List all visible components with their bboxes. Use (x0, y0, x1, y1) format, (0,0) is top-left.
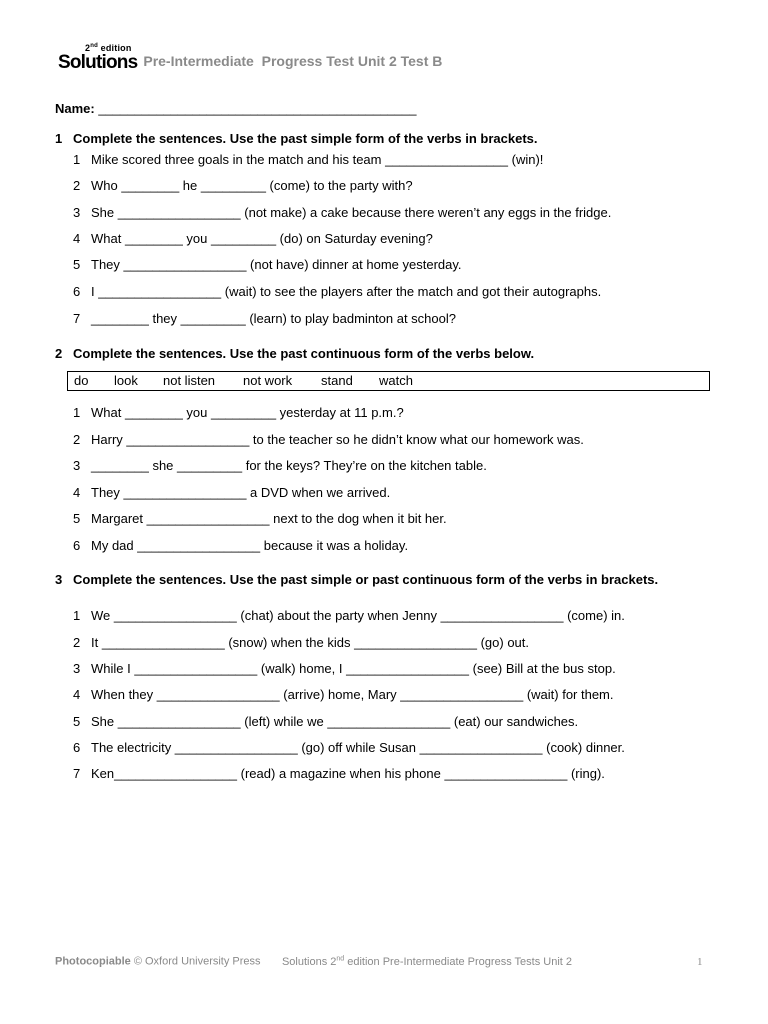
item-number: 3 (73, 458, 81, 473)
item-number: 6 (73, 284, 81, 299)
exercise-item[interactable] (73, 152, 543, 168)
section-instruction: Complete the sentences. Use the past simple form of the verbs in brackets. (73, 131, 538, 146)
item-text: ________ she _________ for the keys? They’re on the kitchen table. (91, 458, 487, 473)
page-footer (55, 955, 572, 968)
name-field[interactable] (55, 101, 416, 116)
exercise-item[interactable] (73, 178, 413, 194)
logo-word: Solutions (58, 52, 138, 73)
exercise-item[interactable] (73, 766, 605, 782)
exercise-item[interactable] (73, 661, 616, 677)
item-text: We _________________ (chat) about the party when Jenny _________________ (come) in. (91, 608, 625, 623)
copyright-text: © Oxford University Press (130, 955, 261, 968)
exercise-item[interactable] (73, 511, 447, 527)
section-number: 2 (55, 346, 63, 361)
item-number: 1 (73, 152, 81, 167)
item-number: 6 (73, 538, 81, 553)
exercise-item[interactable] (73, 458, 487, 474)
section-instruction: Complete the sentences. Use the past continuous form of the verbs below. (73, 346, 535, 361)
item-text: Who ________ he _________ (come) to the party with? (91, 178, 413, 193)
item-text: Mike scored three goals in the match and his team _________________ (win)! (91, 152, 544, 167)
exercise-item[interactable] (73, 740, 625, 756)
series-text: Solutions 2nd edition Pre-Intermediate Progress Tests Unit 2 (281, 955, 573, 968)
page-number: 1 (697, 956, 703, 968)
exercise-item[interactable] (73, 608, 625, 624)
item-number: 4 (73, 231, 81, 246)
name-blank[interactable]: ____________________________________________ (94, 101, 417, 116)
item-text: Margaret _________________ next to the dog when it bit her. (91, 511, 447, 526)
word-bank-item: do (74, 373, 89, 388)
item-number: 2 (73, 178, 81, 193)
item-text: She _________________ (left) while we _________________ (eat) our sandwiches. (91, 714, 579, 729)
item-text: Harry _________________ to the teacher so he didn’t know what our homework was. (91, 432, 584, 447)
item-text: My dad _________________ because it was a holiday. (91, 538, 409, 553)
item-number: 4 (73, 485, 81, 500)
word-bank-item: not work (243, 373, 293, 388)
exercise-item[interactable] (73, 284, 601, 300)
page-title: Pre-Intermediate Progress Test Unit 2 Test B (143, 53, 443, 69)
word-bank-item: look (114, 373, 138, 388)
item-number: 1 (73, 608, 81, 623)
exercise-item[interactable] (73, 687, 614, 703)
exercise-item[interactable] (73, 205, 611, 221)
word-bank-item: stand (321, 373, 353, 388)
page-header (58, 44, 442, 73)
item-number: 4 (73, 687, 81, 702)
item-number: 1 (73, 405, 81, 420)
item-number: 6 (73, 740, 81, 755)
exercise-item[interactable] (73, 635, 529, 651)
item-number: 5 (73, 511, 81, 526)
word-bank-item: not listen (163, 373, 216, 388)
item-number: 3 (73, 205, 81, 220)
exercise-item[interactable] (73, 311, 456, 327)
item-text: When they _________________ (arrive) home, Mary _________________ (wait) for them. (91, 687, 614, 702)
item-number: 2 (73, 432, 81, 447)
item-number: 7 (73, 766, 81, 781)
item-text: ________ they _________ (learn) to play badminton at school? (91, 311, 456, 326)
item-number: 3 (73, 661, 81, 676)
exercise-item[interactable] (73, 231, 433, 247)
word-bank (67, 371, 710, 391)
solutions-logo (58, 44, 137, 73)
item-text: I _________________ (wait) to see the players after the match and got their autographs. (91, 284, 602, 299)
exercise-item[interactable] (73, 714, 578, 730)
section-number: 3 (55, 572, 63, 587)
word-bank-item: watch (379, 373, 413, 388)
logo-edition: 2nd edition (85, 43, 132, 53)
item-text: They _________________ (not have) dinner at home yesterday. (91, 257, 462, 272)
item-text: The electricity _________________ (go) off while Susan _________________ (cook) dinner. (91, 740, 625, 755)
item-number: 5 (73, 257, 81, 272)
photocopiable-label: Photocopiable (55, 955, 131, 968)
exercise-item[interactable] (73, 485, 390, 501)
item-text: They _________________ a DVD when we arrived. (91, 485, 391, 500)
exercise-item[interactable] (73, 257, 462, 273)
item-number: 5 (73, 714, 81, 729)
item-text: While I _________________ (walk) home, I _________________ (see) Bill at the bus stop. (91, 661, 616, 676)
section-number: 1 (55, 131, 63, 146)
item-text: She _________________ (not make) a cake because there weren’t any eggs in the fridge. (91, 205, 612, 220)
item-text: What ________ you _________ (do) on Saturday evening? (91, 231, 433, 246)
item-text: It _________________ (snow) when the kids _________________ (go) out. (91, 635, 530, 650)
item-text: Ken_________________ (read) a magazine when his phone _________________ (ring). (91, 766, 605, 781)
item-number: 2 (73, 635, 81, 650)
item-text: What ________ you _________ yesterday at 11 p.m.? (91, 405, 404, 420)
name-label: Name: (55, 101, 95, 116)
section-instruction: Complete the sentences. Use the past simple or past continuous form of the verbs in brackets. (73, 572, 659, 587)
item-number: 7 (73, 311, 81, 326)
exercise-item[interactable] (73, 432, 584, 448)
exercise-item[interactable] (73, 405, 404, 421)
exercise-item[interactable] (73, 538, 408, 554)
